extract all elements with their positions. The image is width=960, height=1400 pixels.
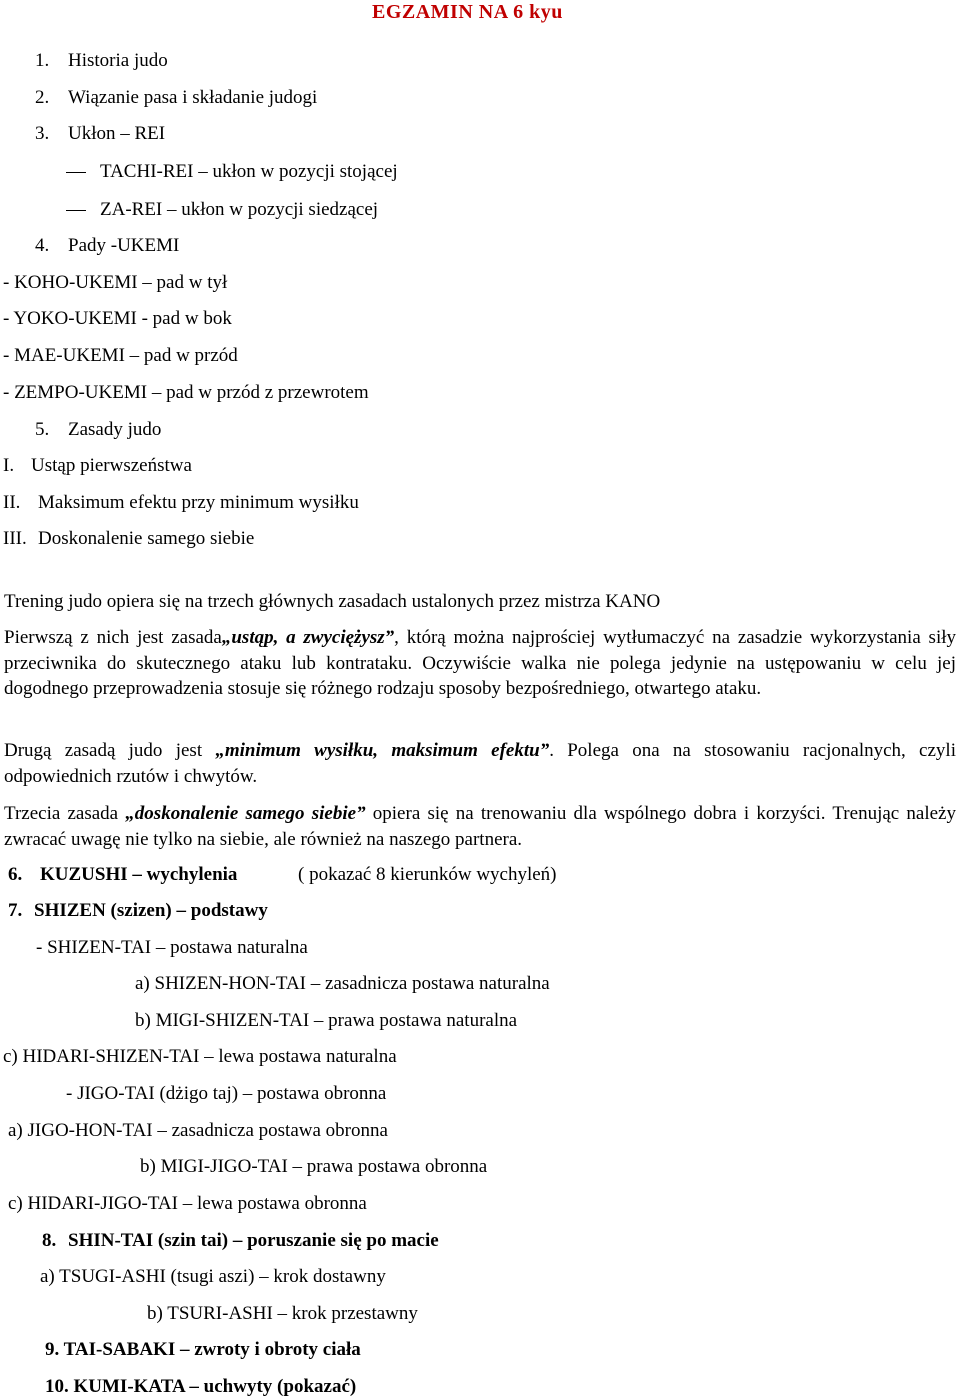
emphasis: „minimum wysiłku, maksimum efektu”	[215, 740, 550, 761]
list-text: Wiązanie pasa i składanie judogi	[68, 87, 318, 108]
shizen-line: c) HIDARI-SHIZEN-TAI – lewa postawa naturalna	[3, 1046, 397, 1067]
list-text: Pady -UKEMI	[68, 235, 180, 256]
list-number: 2.	[35, 87, 50, 108]
shizen-line: b) MIGI-SHIZEN-TAI – prawa postawa naturalna	[135, 1010, 518, 1031]
list-item	[35, 418, 162, 442]
kumikata-heading: 10. KUMI-KATA – uchwyty (pokazać)	[45, 1376, 357, 1397]
rei-item: ZA-REI – ukłon w pozycji siedzącej	[66, 198, 378, 222]
zasada-item: III. Doskonalenie samego siebie	[3, 528, 255, 549]
zasada-item: II. Maksimum efektu przy minimum wysiłku	[3, 492, 359, 513]
shizen-line: b) MIGI-JIGO-TAI – prawa postawa obronna	[140, 1156, 488, 1177]
kuzushi-heading: 6. KUZUSHI – wychylenia ( pokazać 8 kierunków wychyleń)	[8, 864, 557, 885]
paragraph-first-rule: Pierwszą z nich jest zasada„ustąp, a zwyciężysz”, którą można najprościej wytłumaczyć na zasadzie wykorzystania siły przeciwnika do skutecznego ataku lub kontrataku. Oczywiście walka nie polega jedynie na ustępowaniu w celu jej dogodnego przeprowadzenia stosuje się różnego rodzaju sposoby bezpośredniego, otwartego ataku.	[4, 627, 956, 699]
paragraph-intro: Trening judo opiera się na trzech głównych zasadach ustalonych przez mistrza KANO	[4, 591, 661, 612]
shintai-heading: 8. SHIN-TAI (szin tai) – poruszanie się po macie	[42, 1230, 439, 1251]
ukemi-item: - ZEMPO-UKEMI – pad w przód z przewrotem	[3, 382, 369, 403]
rei-item: TACHI-REI – ukłon w pozycji stojącej	[66, 160, 398, 184]
ukemi-item: - KOHO-UKEMI – pad w tył	[3, 272, 228, 293]
list-number: 4.	[35, 235, 50, 256]
shintai-line: b) TSURI-ASHI – krok przestawny	[147, 1303, 418, 1324]
shintai-line: a) TSUGI-ASHI (tsugi aszi) – krok dostawny	[40, 1266, 386, 1287]
list-text: Ukłon – REI	[68, 123, 166, 144]
list-number: 3.	[35, 123, 50, 144]
dash-bullet-icon	[66, 172, 86, 173]
taisabaki-heading: 9. TAI-SABAKI – zwroty i obroty ciała	[45, 1339, 361, 1360]
zasada-item: I. Ustąp pierwszeństwa	[3, 455, 192, 476]
list-number: 1.	[35, 50, 50, 71]
list-item	[35, 234, 180, 258]
shizen-line: a) JIGO-HON-TAI – zasadnicza postawa obronna	[8, 1120, 388, 1141]
list-text: Zasady judo	[68, 419, 162, 440]
shizen-line: - SHIZEN-TAI – postawa naturalna	[36, 937, 308, 958]
list-item	[35, 49, 168, 73]
list-text: Historia judo	[68, 50, 168, 71]
paragraph-third-rule: Trzecia zasada „doskonalenie samego siebie” opiera się na trenowaniu dla wspólnego dobra i korzyści. Trenując należy zwracać uwagę nie tylko na siebie, ale również na naszego partnera.	[4, 803, 956, 850]
shizen-heading: 7. SHIZEN (szizen) – podstawy	[8, 900, 268, 921]
shizen-line: c) HIDARI-JIGO-TAI – lewa postawa obronna	[8, 1193, 367, 1214]
paragraph-second-rule: Drugą zasadą judo jest „minimum wysiłku, maksimum efektu”. Polega ona na stosowaniu racjonalnych, czyli odpowiednich rzutów i chwytów.	[4, 740, 956, 787]
list-item	[35, 86, 318, 110]
shizen-line: - JIGO-TAI (dżigo taj) – postawa obronna	[66, 1083, 387, 1104]
dash-bullet-icon	[66, 210, 86, 211]
ukemi-item: - YOKO-UKEMI - pad w bok	[3, 308, 232, 329]
list-item	[35, 122, 166, 146]
page-title: EGZAMIN NA 6 kyu	[372, 1, 563, 23]
ukemi-item: - MAE-UKEMI – pad w przód	[3, 345, 238, 366]
emphasis: „ustąp, a zwyciężysz”	[221, 627, 395, 648]
list-number: 5.	[35, 419, 50, 440]
emphasis: „doskonalenie samego siebie”	[125, 803, 366, 824]
shizen-line: a) SHIZEN-HON-TAI – zasadnicza postawa naturalna	[135, 973, 550, 994]
